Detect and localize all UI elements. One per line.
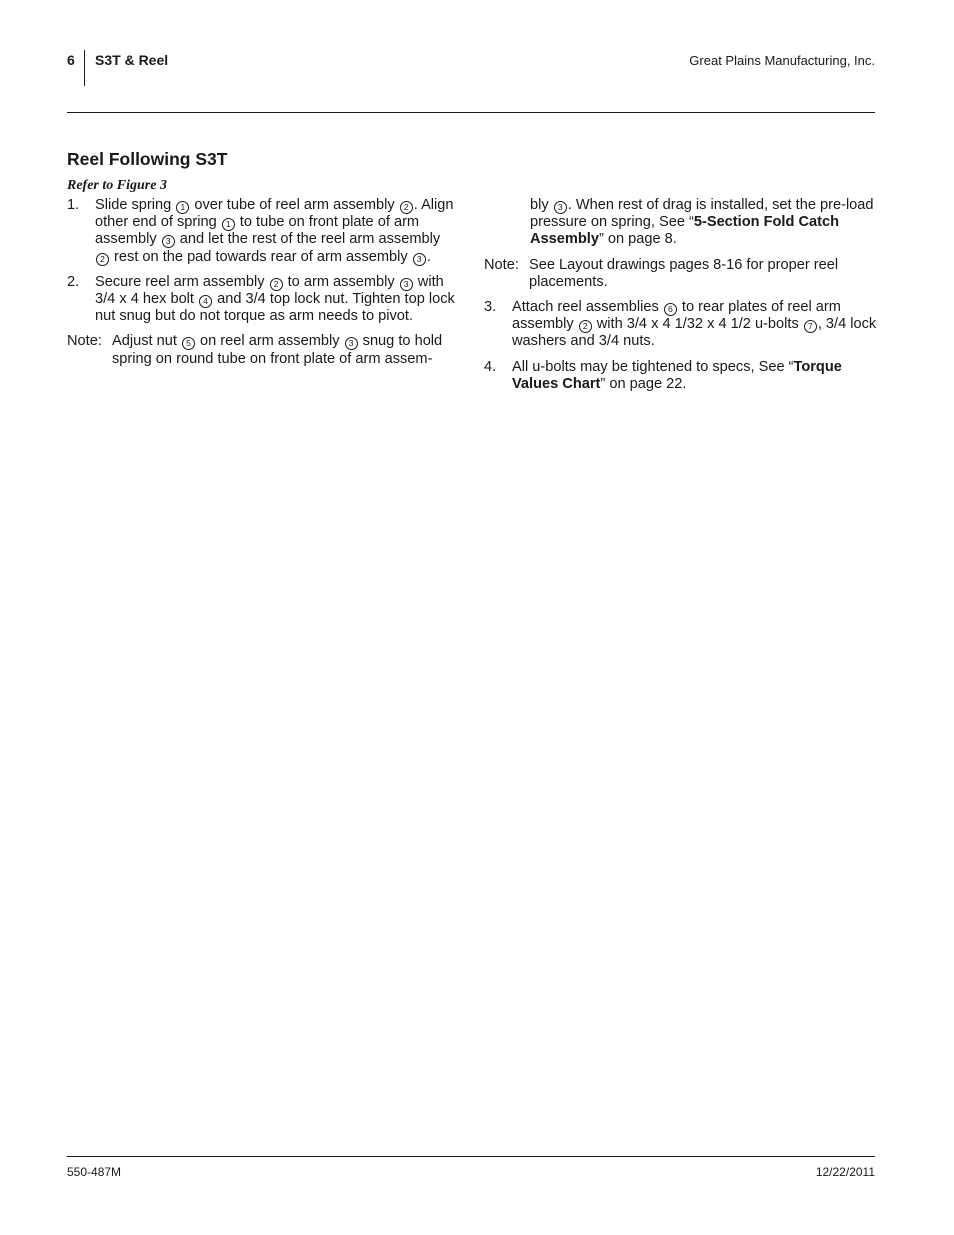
callout-icon: 4	[199, 295, 212, 308]
step-text: Attach reel assemblies 6 to rear plates of reel arm assembly 2 with 3/4 x 4 1/32 x 4 1/2 u-bolts 7 , 3/4 lock washers and 3/4 nuts.	[512, 299, 877, 350]
left-column	[67, 197, 459, 376]
callout-icon: 3	[554, 201, 567, 214]
callout-icon: 6	[664, 303, 677, 316]
note-text: See Layout drawings pages 8-16 for proper reel placements.	[529, 256, 839, 290]
step-3	[484, 299, 879, 351]
note-label: Note:	[67, 333, 102, 350]
header-rule	[67, 112, 875, 113]
callout-icon: 1	[176, 201, 189, 214]
callout-icon: 3	[400, 278, 413, 291]
callout-icon: 1	[222, 218, 235, 231]
callout-icon: 3	[162, 235, 175, 248]
callout-icon: 2	[579, 320, 592, 333]
note-1	[67, 333, 459, 367]
header-company: Great Plains Manufacturing, Inc.	[689, 53, 875, 68]
step-text: Slide spring 1 over tube of reel arm assembly 2 . Align other end of spring 1 to tube on front plate of arm assembly 3 and let the rest of the reel arm assembly 2 rest on the pad towards rear of arm assembly 3 .	[95, 197, 454, 265]
callout-icon: 7	[804, 320, 817, 333]
header-divider	[84, 50, 85, 86]
note-1-continued: bly 3 . When rest of drag is installed, set the pre-load pressure on spring, See “5-Section Fold Catch Assembly” on page 8.	[530, 197, 874, 248]
note-label: Note:	[484, 256, 519, 273]
note-2	[484, 257, 879, 291]
step-number: 2.	[67, 273, 80, 290]
step-number: 3.	[484, 299, 497, 316]
step-text: Secure reel arm assembly 2 to arm assembly 3 with 3/4 x 4 hex bolt 4 and 3/4 top lock nut. Tighten top lock nut snug but do not torque as arm needs to pivot.	[95, 273, 455, 325]
step-number: 4.	[484, 358, 497, 375]
cross-reference: 5-Section Fold Catch Assembly	[530, 214, 839, 248]
right-column	[484, 197, 879, 401]
callout-icon: 5	[182, 337, 195, 350]
footer-rule	[67, 1156, 875, 1157]
document-date: 12/22/2011	[815, 1165, 875, 1179]
document-number: 550-487M	[67, 1165, 122, 1179]
step-4	[484, 359, 879, 393]
callout-icon: 3	[345, 337, 358, 350]
section-title: Reel Following S3T	[67, 149, 228, 169]
step-1	[67, 197, 459, 266]
page-number: 6	[67, 52, 75, 68]
step-number: 1.	[67, 197, 80, 213]
callout-icon: 2	[270, 278, 283, 291]
cross-reference: Torque Values Chart	[512, 358, 842, 392]
figure-reference: Refer to Figure 3	[67, 178, 167, 193]
callout-icon: 2	[400, 201, 413, 214]
step-text: All u-bolts may be tightened to specs, See “Torque Values Chart” on page 22.	[512, 358, 842, 392]
note-text: Adjust nut 5 on reel arm assembly 3 snug to hold spring on round tube on front plate of arm assem-	[112, 333, 443, 367]
callout-icon: 3	[413, 253, 426, 266]
callout-icon: 2	[96, 253, 109, 266]
step-2	[67, 274, 459, 326]
header-section-title: S3T & Reel	[95, 52, 169, 68]
